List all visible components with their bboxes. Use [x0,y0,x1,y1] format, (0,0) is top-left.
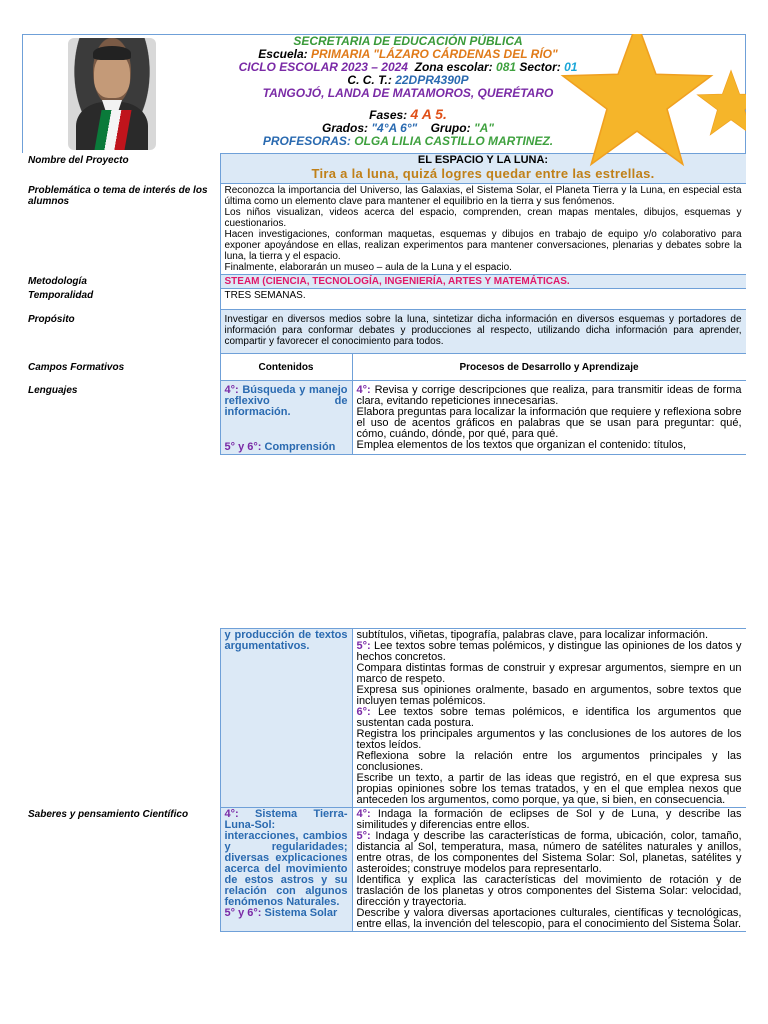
processes-header: Procesos de Desarrollo y Aprendizaje [352,354,746,381]
methodology-value: STEAM (CIENCIA, TECNOLOGÍA, INGENIERÍA, ARTES Y MATEMÁTICAS. [220,275,746,289]
cct-value: 22DPR4390P [395,73,469,87]
teachers-line: PROFESORAS: OLGA LILIA CASTILLO MARTINEZ. [262,134,554,148]
cycle-line: CICLO ESCOLAR 2023 – 2024 Zona escolar: 081 Sector: 01 [238,60,578,74]
document-page-2 [22,628,746,1024]
institution-name: SECRETARIA DE EDUCACIÓN PÚBLICA [293,34,523,48]
school-line: Escuela: PRIMARIA "LÁZARO CÁRDENAS DEL RÍO" [258,47,558,61]
project-table [22,153,746,455]
location-line: TANGOJÓ, LANDA DE MATAMOROS, QUERÉTARO [262,86,554,100]
languages-label: Lenguajes [28,384,78,396]
languages-processes-continued: subtítulos, viñetas, tipografía, palabras clave, para localizar información. 5°: Lee textos sobre temas polémicos, y distingue las opiniones de los datos y hechos concretos. Compara distintas formas de construir y expresar argumentos, siempre en un marco de respeto. Expresa sus opiniones oralmente, basado en argumentos, sobre textos que incluyen temas polémicos. 6°: Lee textos sobre temas polémicos, e identifica los argumentos que sustentan cada postura. Registra los principales argumentos y las conclusiones de los autores de los textos leídos. Reflexiona sobre la relación entre los argumentos principales y las conclusiones. Escribe un texto, a partir de las ideas que registró, en el que expresa sus propias opiniones sobre los temas tratados, y en el que emplea nexos que anteceden los argumentos, como porque, ya que, si bien, en consecuencia. [352,629,746,808]
science-label: Saberes y pensamiento Científico [28,808,189,820]
science-contents: 4°: Sistema Tierra-Luna-Sol: interacciones, cambios y regularidades; diversas explicaciones acerca del movimiento de estos astros y su relación con algunos fenómenos Naturales. 5° y 6°: Sistema Solar [220,808,352,932]
project-title: EL ESPACIO Y LA LUNA: [417,154,549,166]
phases-line: Fases: 4 A 5. [369,106,447,122]
purpose-value: Investigar en diversos medios sobre la luna, sintetizar dicha información en diversos esquemas y portadores de información para conformar debates y producciones al respecto, utilizando dicha información para aprender, compartir y favorecer el conocimiento para todos. [220,310,746,354]
fields-label: Campos Formativos [28,361,125,373]
project-name-label: Nombre del Proyecto [28,154,129,166]
small-star-icon [693,69,746,137]
phases-value: 4 A 5. [410,106,447,122]
timeframe-value: TRES SEMANAS. [220,289,746,310]
document-page-1 [22,34,746,498]
document-header [22,34,746,153]
contents-header: Contenidos [220,354,352,381]
languages-contents-continued: y producción de textos argumentativos. [220,629,352,808]
languages-processes: 4°: Revisa y corrige descripciones que realiza, para transmitir ideas de forma clara, evitando repeticiones innecesarias. Elabora preguntas para localizar la información que requiere y reflexiona sobre el uso de acentos gráficos en palabras que se usan para preguntar: qué, cómo, cuándo, dónde, por qué, para qué. Emplea elementos de los textos que organizan el contenido: títulos, [352,381,746,455]
languages-contents: 4°: Búsqueda y manejo reflexivo de información. 5° y 6°: Comprensión [220,381,352,455]
methodology-label: Metodología [28,275,87,287]
school-name: PRIMARIA "LÁZARO CÁRDENAS DEL RÍO" [310,47,558,61]
project-subtitle: Tira a la luna, quizá logres quedar entre las estrellas. [311,166,655,181]
project-table-continued [22,628,746,932]
portrait-photo [68,38,156,150]
sector-value: 01 [564,60,578,74]
purpose-label: Propósito [28,313,75,325]
cct-line: C. C. T.: 22DPR4390P [347,73,469,87]
zone-value: 081 [496,60,517,74]
grades-line: Grados: "4°A 6°" Grupo: "A" [322,121,494,135]
problem-label: Problemática o tema de interés de los alumnos [28,184,208,207]
timeframe-label: Temporalidad [28,289,94,301]
science-processes: 4°: Indaga la formación de eclipses de Sol y de Luna, y describe las similitudes y diferencias entre ellos. 5°: Indaga y describe las características de forma, ubicación, color, tamaño, distancia al Sol, temperatura, masa, número de satélites naturales y anillos, entre otras, de los componentes del Sistema Solar: Sol, planetas, satélites y asteroides; construye modelos para representarlo. Identifica y explica las características del movimiento de rotación y de traslación de los planetas y otros componentes del Sistema Solar: velocidad, dirección y trayectoria. Describe y valora diversas aportaciones culturales, científicas y tecnológicas, entre ellas, la invención del telescopio, para el conocimiento del Sistema Solar. [352,808,746,932]
problem-cell: Reconozca la importancia del Universo, las Galaxias, el Sistema Solar, el Planeta Tierra y la Luna, en especial esta última como un elemento clave para mantener el equilibrio en la tierra y sus fenómenos. Los niños visualizan, videos acerca del espacio, comprenden, crean mapas mentales, dibujos, esquemas y cuestionarios. Hacen investigaciones, conforman maquetas, esquemas y dibujos en trabajo de equipo y/o colaborativo para exponer apoyándose en ellas, realizan experimentos para mantener conversaciones, plenarias y debates sobre la luna, la tierra y el espacio. Finalmente, elaborarán un museo – aula de la Luna y el espacio. [220,184,746,275]
